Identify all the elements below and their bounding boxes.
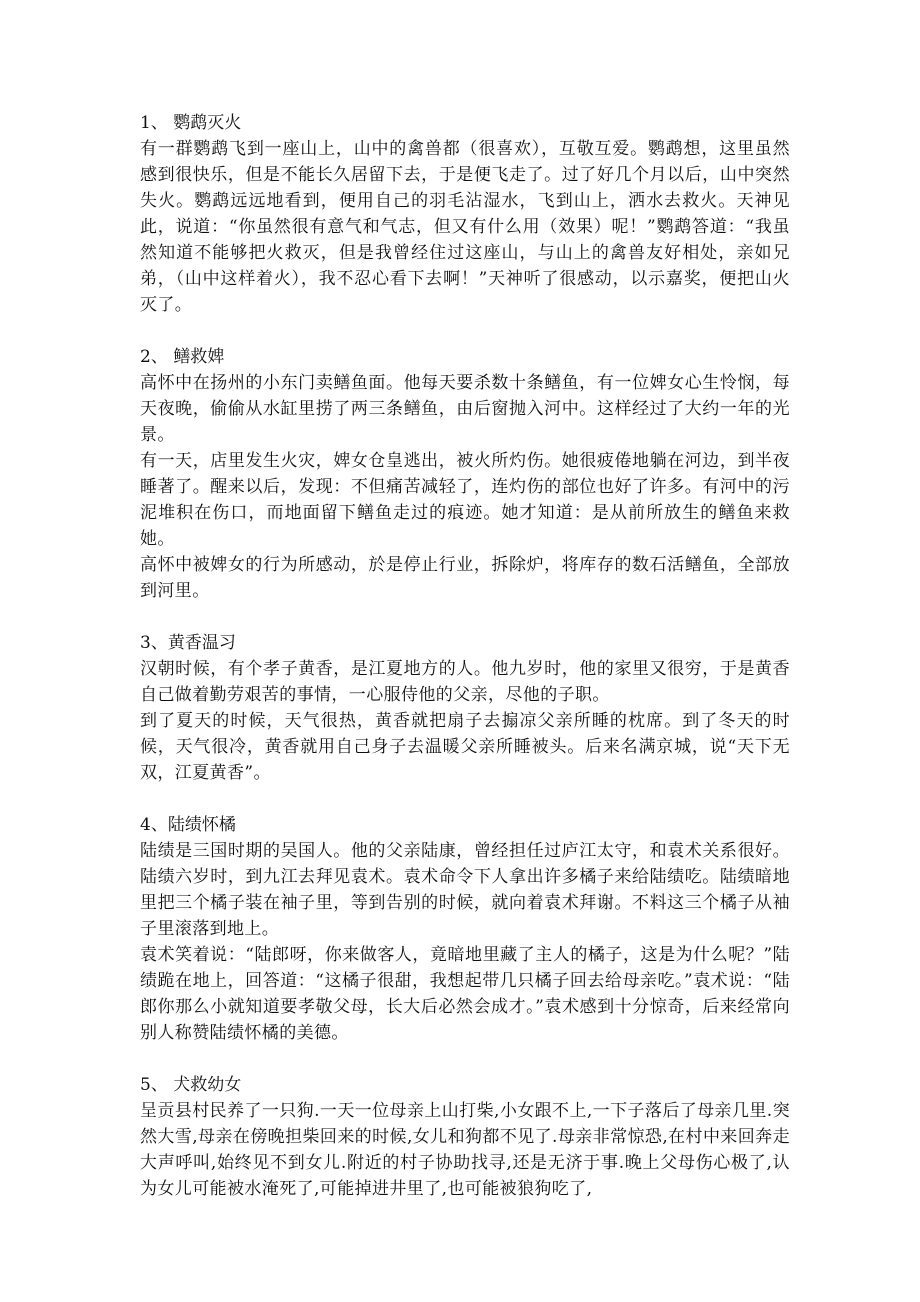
story-paragraph: 呈贡县村民养了一只狗.一天一位母亲上山打柴,小女跟不上,一下子落后了母亲几里.突然大雪,母亲在傍晚担柴回来的时候,女儿和狗都不见了.母亲非常惊恐,在村中来回奔走大声呼叫,始终见不到女儿.附近的村子协助找寻,还是无济于事.晚上父母伤心极了,认为女儿可能被水淹死了,可能掉进井里了,也可能被狼狗吃了, [140,1101,790,1199]
story-heading: 1、 鹦鹉灭火 [140,113,242,133]
story-paragraph: 高怀中在扬州的小东门卖鳝鱼面。他每天要杀数十条鳝鱼，有一位婢女心生怜悯，每天夜晚，偷偷从水缸里捞了两三条鳝鱼，由后窗抛入河中。这样经过了大约一年的光景。 [140,373,790,445]
story-paragraph: 汉朝时候，有个孝子黄香，是江夏地方的人。他九岁时，他的家里又很穷，于是黄香自己做着勤劳艰苦的事情，一心服侍他的父亲，尽他的子职。 [140,659,790,705]
story-paragraph: 到了夏天的时候，天气很热，黄香就把扇子去搧凉父亲所睡的枕席。到了冬天的时候，天气很冷，黄香就用自己身子去温暖父亲所睡被头。后来名满京城，说“天下无双，江夏黄香”。 [140,711,790,783]
story-paragraph: 高怀中被婢女的行为所感动，於是停止行业，拆除炉，将库存的数石活鳝鱼，全部放到河里。 [140,555,790,601]
story-paragraph: 袁术笑着说：“陆郎呀，你来做客人，竟暗地里藏了主人的橘子，这是为什么呢？”陆绩跪在地上，回答道：“这橘子很甜，我想起带几只橘子回去给母亲吃。”袁术说：“陆郎你那么小就知道要孝敬父母，长大后必然会成才。”袁术感到十分惊奇，后来经常向别人称赞陆绩怀橘的美德。 [140,945,790,1043]
story-heading: 4、陆绩怀橘 [140,815,236,835]
story-section-1 [140,110,790,318]
story-paragraph: 有一群鹦鹉飞到一座山上，山中的禽兽都（很喜欢），互敬互爱。鹦鹉想，这里虽然感到很快乐，但是不能长久居留下去，于是便飞走了。过了好几个月以后，山中突然失火。鹦鹉远远地看到，便用自己的羽毛沾湿水，飞到山上，洒水去救火。天神见此，说道：“你虽然很有意气和气志，但又有什么用（效果）呢！”鹦鹉答道：“我虽然知道不能够把火救灭，但是我曾经住过这座山，与山上的禽兽友好相处，亲如兄弟，（山中这样着火），我不忍心看下去啊！”天神听了很感动，以示嘉奖，便把山火灭了。 [140,139,790,315]
story-section-2 [140,344,790,604]
document-page [140,110,790,1228]
story-section-4 [140,812,790,1046]
story-heading: 2、 鳝救婢 [140,347,225,367]
story-section-5 [140,1072,790,1202]
story-heading: 3、黄香温习 [140,633,236,653]
story-section-3 [140,630,790,786]
story-paragraph: 陆绩是三国时期的吴国人。他的父亲陆康，曾经担任过庐江太守，和袁术关系很好。陆绩六岁时，到九江去拜见袁术。袁术命令下人拿出许多橘子来给陆绩吃。陆绩暗地里把三个橘子装在袖子里，等到告别的时候，就向着袁术拜谢。不料这三个橘子从袖子里滚落到地上。 [140,841,790,939]
story-heading: 5、 犬救幼女 [140,1075,242,1095]
story-paragraph: 有一天，店里发生火灾，婢女仓皇逃出，被火所灼伤。她很疲倦地躺在河边，到半夜睡著了。醒来以后，发现：不但痛苦减轻了，连灼伤的部位也好了许多。有河中的污泥堆积在伤口，而地面留下鳝鱼走过的痕迹。她才知道：是从前所放生的鳝鱼来救她。 [140,451,790,549]
